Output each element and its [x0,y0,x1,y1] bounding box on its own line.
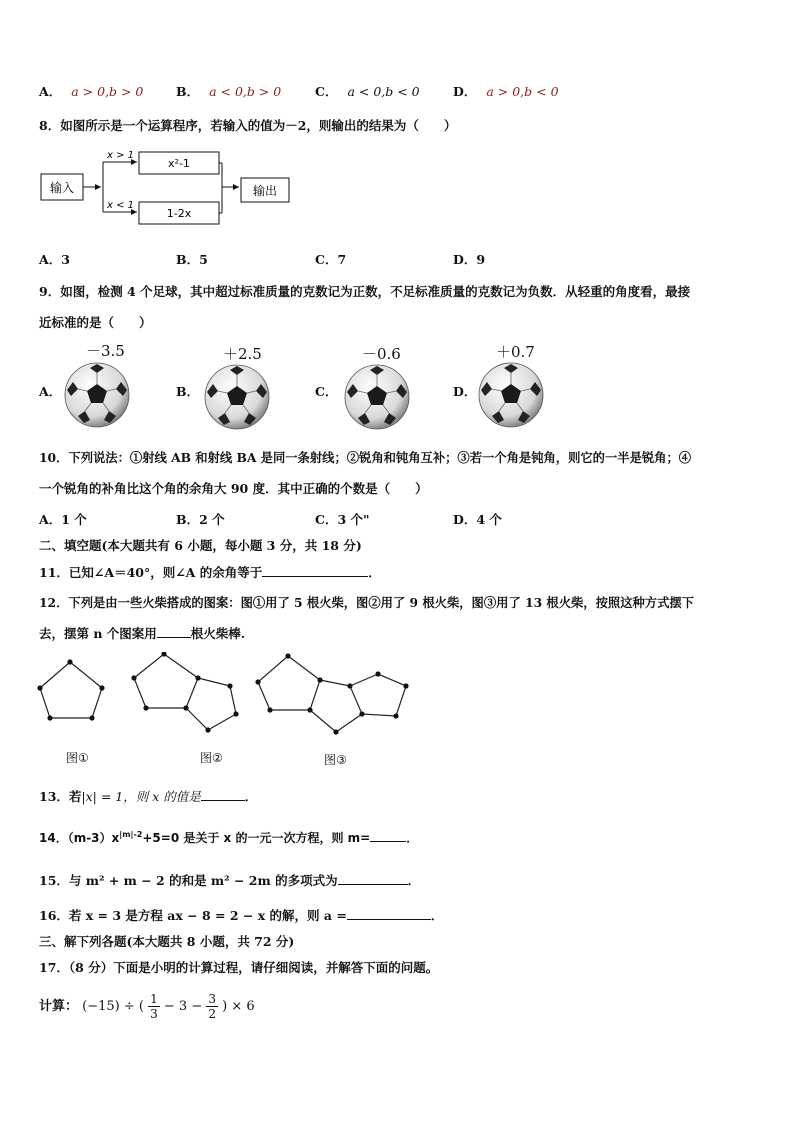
flow-cond-top: x > 1 [107,150,135,161]
option-letter: D． [453,384,477,399]
answer-blank[interactable] [262,564,368,577]
flow-cond-bottom: x < 1 [107,200,135,211]
fraction-1 [148,992,160,1021]
option-letter: B． [176,384,200,399]
flow-box-bottom-label: 1-2x [166,207,192,220]
figure-1-label: 图① [66,751,89,765]
option-letter: A． [39,252,62,267]
answer-blank[interactable] [338,872,408,885]
q8-option-d [453,250,485,268]
q12-question-line1: 12．下列是由一些火柴搭成的图案：图①用了 5 根火柴，图②用了 9 根火柴，图③用了 13 根火柴，按照这种方式摆下 [39,595,694,610]
expr-part: − 3 − [163,999,203,1014]
fraction-2 [206,992,218,1021]
q7-option-d [453,82,559,100]
ball-value-label: ＋2.5 [223,345,262,363]
option-letter: A． [39,512,62,527]
option-value: 3 [61,252,70,267]
q15-question [39,871,420,889]
option-value: a > 0,b < 0 [486,84,559,99]
q7-option-b [176,82,281,100]
q8-option-b [176,250,208,268]
answer-blank[interactable] [347,907,431,920]
q8-question: 8．如图所示是一个运算程序，若输入的值为－2，则输出的结果为（ ） [39,118,457,133]
q12-text: 去，摆第 n 个图案用 [39,626,157,641]
option-letter: D． [453,252,477,267]
section-heading-solve: 三、解下列各题(本大题共 8 小题，共 72 分) [39,934,295,949]
section-heading-fill-in: 二、填空题(本大题共有 6 小题，每小题 3 分，共 18 分) [39,538,362,553]
option-value: 5 [199,252,208,267]
q11-question [39,563,381,581]
answer-blank[interactable] [157,625,191,638]
soccer-ball-icon [64,362,130,428]
frac-denominator: 3 [150,1007,158,1021]
expr-part: ) × 6 [222,999,255,1014]
flow-output-label: 输出 [252,184,278,198]
q16-text: 16．若 x = 3 是方程 ax − 8 = 2 − x 的解，则 a = [39,908,347,923]
q17-question: 17．（8 分）下面是小明的计算过程，请仔细阅读，并解答下面的问题。 [39,960,439,975]
figure-2-pentagons [134,654,236,730]
q13-question [39,787,257,805]
answer-blank[interactable] [370,829,406,842]
frac-denominator: 2 [208,1007,216,1021]
soccer-ball-icon [478,362,544,428]
option-letter: D． [453,84,477,99]
q13-end: ． [244,789,258,804]
option-value: 7 [337,252,347,267]
soccer-ball-icon [204,364,270,430]
option-value: a < 0,b > 0 [209,84,282,99]
q8-flowchart [39,148,299,230]
option-letter: B． [176,252,200,267]
figure-3-label: 图③ [324,753,347,767]
figure-1-pentagon [40,662,102,718]
option-value: 2 个 [199,512,225,527]
q13-equation: |x| = 1，则 x 的值是 [81,789,201,804]
option-value: 3 个" [337,512,370,527]
q11-end: ． [368,565,381,580]
q10-option-a [39,510,87,528]
ball-value-label: ＋0.7 [496,343,535,361]
q12-end: 根火柴棒. [190,626,246,641]
ball-value-label: －3.5 [86,342,125,360]
q8-option-c [315,250,346,268]
q7-option-c [315,82,420,100]
option-letter: D． [453,512,477,527]
option-letter: C． [315,512,338,527]
q9-question-line2: 近标准的是（ ） [39,315,152,330]
figure-3-pentagons [258,656,406,732]
option-letter: A． [39,384,62,399]
q13-text: 13．若 [39,789,82,804]
frac-numerator: 1 [150,992,158,1006]
q8-option-a [39,250,70,268]
q12-question-line2 [39,624,245,642]
figure-2-label: 图② [200,751,223,765]
q17-calc [39,992,255,1021]
q14-text: 14．（m-3）x [39,831,120,845]
flow-input-label: 输入 [49,181,75,195]
option-value: 4 个 [476,512,502,527]
q14-end: ． [406,831,419,845]
q10-question-line1: 10．下列说法：①射线 AB 和射线 BA 是同一条射线；②锐角和钝角互补；③若一个角是钝角，则它的一半是锐角；④ [39,450,692,465]
option-letter: A． [39,84,62,99]
soccer-ball-icon [344,364,410,430]
option-letter: B． [176,512,200,527]
answer-blank[interactable] [201,788,245,801]
option-value: a > 0,b > 0 [71,84,144,99]
q16-question [39,906,443,924]
q10-option-d [453,510,502,528]
q14-question [39,829,418,846]
q10-question-line2: 一个锐角的补角比这个角的余角大 90 度．其中正确的个数是（ ） [39,481,428,496]
calc-label: 计算： [39,999,79,1014]
q10-option-c [315,510,370,528]
option-letter: C． [315,384,338,399]
option-value: a < 0,b < 0 [347,84,420,99]
option-letter: C． [315,252,338,267]
q12-matchstick-figures [36,652,416,742]
frac-numerator: 3 [208,992,216,1006]
q14-text-mid: +5=0 是关于 x 的一元一次方程，则 m= [142,831,371,845]
expr-part: (−15) ÷ ( [82,999,144,1014]
q15-end: ． [407,873,421,888]
option-letter: B． [176,84,200,99]
q11-text: 11．已知∠A＝40°，则∠A 的余角等于 [39,565,263,580]
q16-end: ． [430,908,444,923]
option-value: 1 个 [61,512,87,527]
flow-box-top-label: x²-1 [168,157,190,170]
q15-text: 15．与 m² + m − 2 的和是 m² − 2m 的多项式为 [39,873,338,888]
option-letter: C． [315,84,338,99]
q9-question-line1: 9．如图，检测 4 个足球，其中超过标准质量的克数记为正数，不足标准质量的克数记为负数．从轻重的角度看，最接 [39,284,691,299]
option-value: 9 [476,252,486,267]
q14-exponent: |m|-2 [119,830,143,839]
ball-value-label: －0.6 [362,345,401,363]
q10-option-b [176,510,225,528]
q7-option-a [39,82,143,100]
